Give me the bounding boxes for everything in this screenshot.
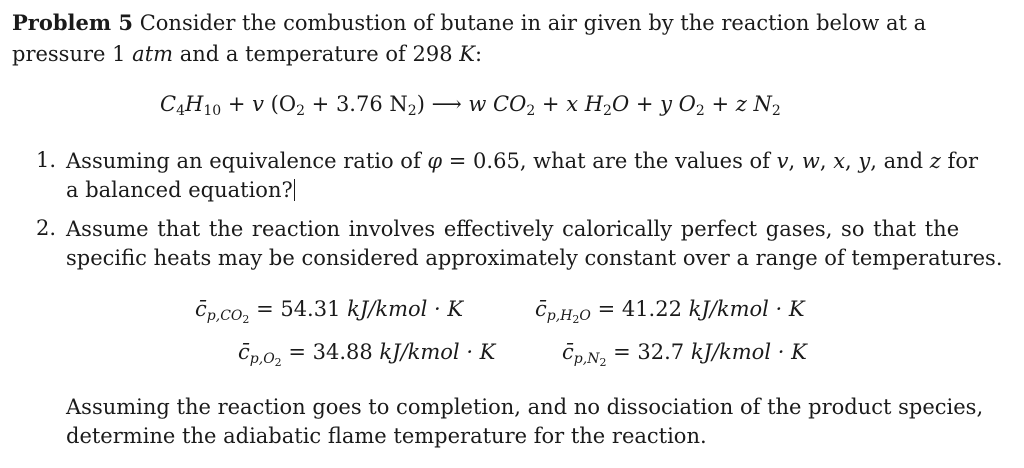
text-cursor — [294, 179, 295, 201]
cp-sub-p: p, — [546, 308, 561, 324]
item-2-number: 2. — [36, 216, 57, 240]
eq-CO: CO — [486, 92, 527, 116]
cp-n2-value: = 32.7 — [606, 340, 691, 364]
intro-text-temperature: and a temperature of 298 — [173, 42, 460, 66]
eq-O2: O — [672, 92, 696, 116]
unit-kelvin: K — [459, 42, 475, 66]
cp-co2-value: = 54.31 — [249, 297, 348, 321]
eq-N2b-sub: 2 — [771, 103, 781, 119]
cp-species-sub: 2 — [242, 313, 250, 326]
item1-y: y — [858, 149, 871, 173]
cp-species-o: O — [263, 351, 275, 367]
cp-h2o — [535, 297, 805, 326]
cp-species-co: CO — [220, 308, 243, 324]
item1-comma: , — [788, 149, 802, 173]
cp-sub-p: p, — [206, 308, 221, 324]
item1-z: z — [929, 149, 941, 173]
item1-text: for — [940, 149, 979, 173]
cp-species-o: O — [579, 308, 591, 324]
eq-v: v — [252, 92, 264, 116]
eq-H2O-H: H — [578, 92, 604, 116]
cp-o2-value: = 34.88 — [281, 340, 380, 364]
problem-label: Problem 5 — [12, 10, 134, 35]
eq-arrow: ⟶ — [424, 92, 469, 116]
eq-z: z — [735, 92, 747, 116]
item1-comma: , — [819, 149, 834, 173]
cp-species-sub: 2 — [274, 356, 282, 369]
cp-symbol: c̄ — [238, 340, 250, 364]
item1-text: = 0.65, what are the values of — [442, 149, 777, 173]
item1-v: v — [776, 149, 789, 173]
cp-sub-p: p, — [249, 351, 264, 367]
eq-plus: + — [535, 92, 567, 116]
cp-unit: kJ/kmol · K — [688, 297, 805, 321]
final-line-2: determine the adiabatic flame temperature for the reaction. — [66, 424, 707, 448]
cp-n2 — [562, 340, 807, 369]
eq-O2b-sub: 2 — [695, 103, 705, 119]
eq-air-close: ) — [416, 92, 425, 116]
item-2-line-1: Assume that the reaction involves effectively calorically perfect gases, so that the — [66, 217, 960, 241]
eq-x: x — [566, 92, 579, 116]
cp-species-sub: 2 — [572, 313, 580, 326]
eq-C-sub: 4 — [176, 103, 185, 119]
eq-N2-sub: 2 — [407, 103, 417, 119]
item1-w: w — [801, 149, 820, 173]
unit-atm: atm — [132, 42, 174, 66]
item1-phi: φ — [427, 149, 443, 173]
eq-O2-sub: 2 — [296, 103, 305, 119]
eq-CO-sub: 2 — [526, 103, 536, 119]
item1-text: Assuming an equivalence ratio of — [66, 149, 428, 173]
item-1-number: 1. — [36, 148, 57, 172]
item-2-line-2: specific heats may be considered approximately constant over a range of temperatures. — [66, 246, 1003, 270]
problem-intro-text: Consider the combustion of butane in air given by the reaction below at a — [139, 11, 927, 35]
eq-w: w — [468, 92, 487, 116]
cp-species-sub: 2 — [599, 356, 607, 369]
eq-plus: + — [629, 92, 661, 116]
eq-H2O-O: O — [611, 92, 630, 116]
intro-colon: : — [474, 42, 483, 66]
cp-unit: kJ/kmol · K — [690, 340, 807, 364]
intro-text-pressure: pressure 1 — [12, 42, 133, 66]
cp-unit: kJ/kmol · K — [347, 297, 464, 321]
eq-plus: + — [704, 92, 736, 116]
cp-o2 — [238, 340, 496, 369]
problem-intro-line-2 — [12, 41, 482, 67]
final-line-1: Assuming the reaction goes to completion, and no dissociation of the product species, — [66, 395, 984, 419]
item1-x: x — [833, 149, 846, 173]
eq-air-mid: + 3.76 N — [305, 92, 408, 116]
eq-N2: N — [746, 92, 772, 116]
eq-y: y — [660, 92, 672, 116]
item1-question: a balanced equation? — [66, 178, 293, 202]
eq-plus: + — [221, 92, 253, 116]
cp-unit: kJ/kmol · K — [379, 340, 496, 364]
cp-species-h: H — [560, 308, 573, 324]
cp-co2 — [195, 297, 464, 326]
eq-H2O-sub: 2 — [603, 103, 612, 119]
cp-sub-p: p, — [573, 351, 588, 367]
cp-symbol: c̄ — [195, 297, 207, 321]
cp-symbol: c̄ — [562, 340, 574, 364]
item1-comma: , — [845, 149, 859, 173]
eq-air-open: (O — [263, 92, 297, 116]
eq-H-sub: 10 — [203, 103, 222, 119]
item-1-line-1 — [66, 148, 978, 174]
cp-h2o-value: = 41.22 — [590, 297, 689, 321]
cp-symbol: c̄ — [535, 297, 547, 321]
item1-and: , and — [870, 149, 930, 173]
cp-species-n: N — [587, 351, 600, 367]
item-1-line-2 — [66, 177, 295, 203]
reaction-equation — [160, 92, 781, 119]
eq-C: C — [160, 92, 177, 116]
eq-H: H — [185, 92, 204, 116]
problem-intro-line-1 — [12, 10, 926, 36]
